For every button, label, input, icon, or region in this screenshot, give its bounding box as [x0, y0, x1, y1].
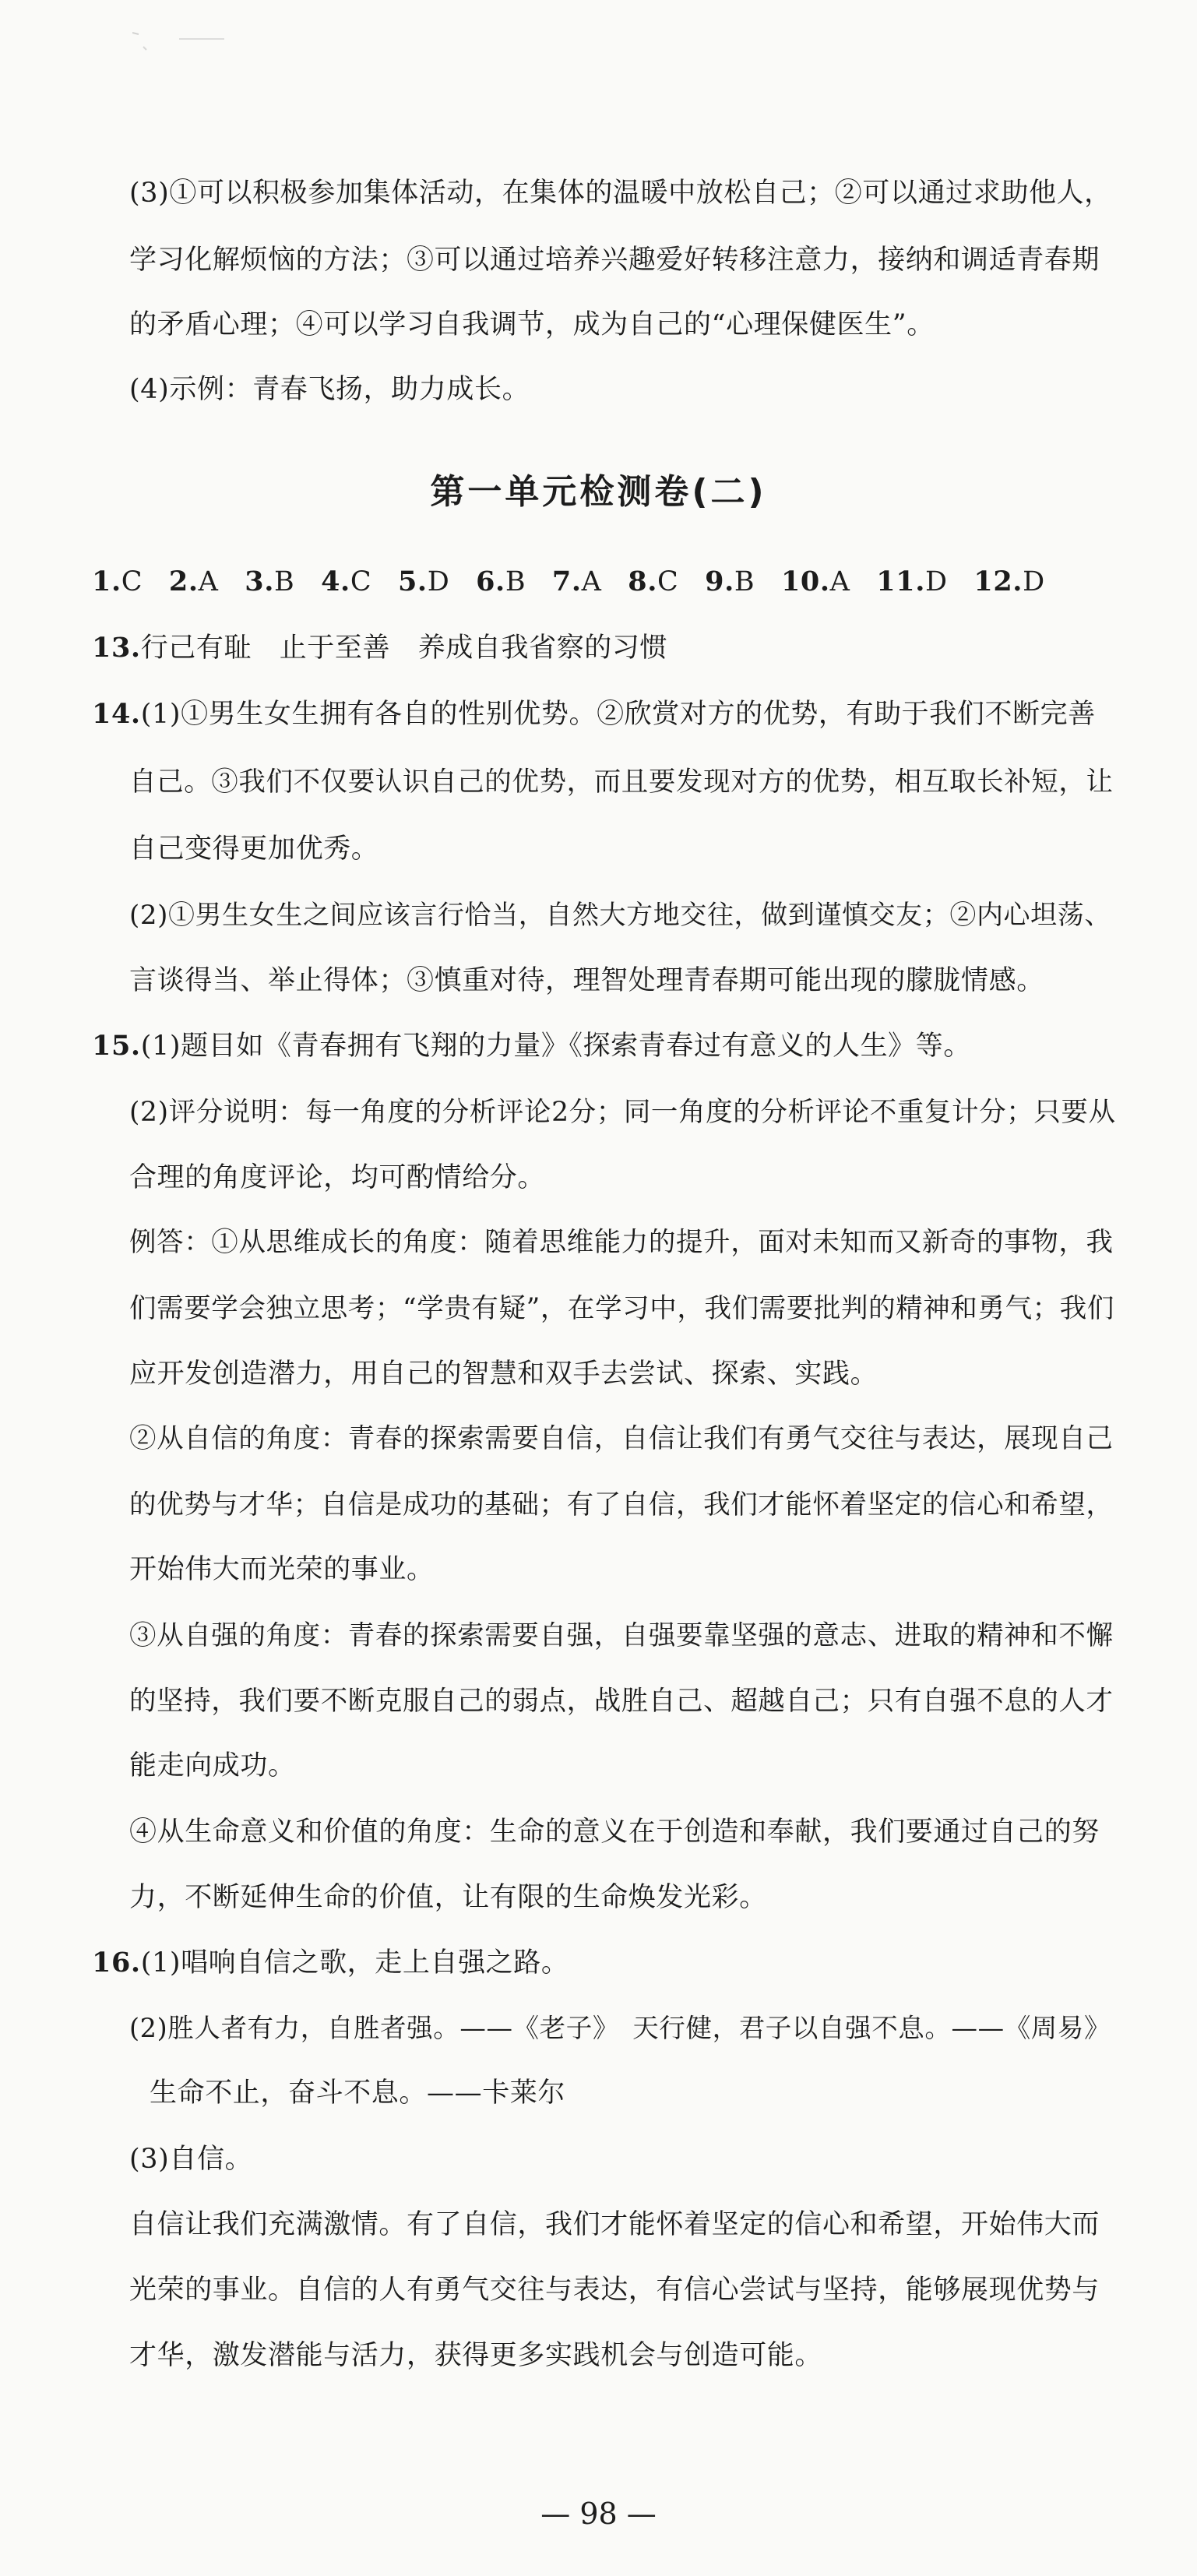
text-line: (3)自信。 — [129, 2144, 253, 2175]
answer-item: 12.D — [973, 566, 1045, 597]
text-line: (2)①男生女生之间应该言行恰当，自然大方地交往，做到谨慎交友；②内心坦荡、 — [129, 900, 1111, 931]
text-line: 的坚持，我们要不断克服自己的弱点，战胜自己、超越自己；只有自强不息的人才 — [129, 1686, 1114, 1717]
page-number: — 98 — — [540, 2497, 657, 2531]
question-15 — [92, 1029, 971, 1063]
question-13 — [92, 631, 667, 665]
answer-item: 1.C — [92, 566, 143, 597]
text-line: 言谈得当、举止得体；③慎重对待，理智处理青春期可能出现的朦胧情感。 — [129, 965, 1044, 996]
text-line: 开始伟大而光荣的事业。 — [129, 1554, 435, 1585]
answer-item: 6.B — [476, 566, 526, 597]
answer-item: 11.D — [876, 566, 948, 597]
section-title: 第一单元检测卷(二) — [430, 472, 767, 512]
text-line: (4)示例：青春飞扬，助力成长。 — [129, 374, 530, 405]
question-16 — [92, 1946, 569, 1980]
answer-item: 8.C — [628, 566, 679, 597]
answer-item: 3.B — [245, 566, 295, 597]
text-line: ②从自信的角度：青春的探索需要自信，自信让我们有勇气交往与表达，展现自己 — [129, 1423, 1114, 1454]
question-number: 13. — [92, 632, 141, 664]
text-line: 能走向成功。 — [129, 1750, 296, 1781]
question-number: 16. — [92, 1947, 141, 1979]
answer-text: (1)①男生女生拥有各自的性别优势。②欣赏对方的优势，有助于我们不断完善 — [140, 699, 1096, 730]
answer-item: 7.A — [551, 566, 602, 597]
text-line: 光荣的事业。自信的人有勇气交往与表达，有信心尝试与坚持，能够展现优势与 — [129, 2275, 1100, 2306]
scan-smudge — [132, 16, 226, 62]
answer-item: 5.D — [397, 566, 450, 597]
answer-text: 行己有耻 止于至善 养成自我省察的习惯 — [140, 633, 668, 664]
text-line: 自信让我们充满激情。有了自信，我们才能怀着坚定的信心和希望，开始伟大而 — [129, 2209, 1100, 2240]
text-line: 的矛盾心理；④可以学习自我调节，成为自己的“心理保健医生”。 — [129, 309, 935, 340]
answer-row — [92, 565, 1045, 599]
question-number: 15. — [92, 1030, 141, 1062]
text-line: 例答：①从思维成长的角度：随着思维能力的提升，面对未知而又新奇的事物，我 — [129, 1227, 1114, 1258]
text-line: (2)胜人者有力，自胜者强。——《老子》 天行健，君子以自强不息。——《周易》 — [129, 2013, 1111, 2043]
text-line: 力，不断延伸生命的价值，让有限的生命焕发光彩。 — [129, 1882, 767, 1913]
text-line: 自己变得更加优秀。 — [129, 833, 379, 865]
question-14 — [92, 697, 1096, 731]
text-line: 学习化解烦恼的方法；③可以通过培养兴趣爱好转移注意力，接纳和调适青春期 — [129, 245, 1100, 276]
text-line: 合理的角度评论，均可酌情给分。 — [129, 1162, 546, 1193]
text-line: (3)①可以积极参加集体活动，在集体的温暖中放松自己；②可以通过求助他人， — [129, 178, 1112, 209]
text-line: ④从生命意义和价值的角度：生命的意义在于创造和奉献，我们要通过自己的努 — [129, 1817, 1100, 1848]
text-line: 才华，激发潜能与活力，获得更多实践机会与创造可能。 — [129, 2340, 823, 2371]
text-line: 应开发创造潜力，用自己的智慧和双手去尝试、探索、实践。 — [129, 1358, 878, 1390]
text-line: ③从自强的角度：青春的探索需要自强，自强要靠坚强的意志、进取的精神和不懈 — [129, 1620, 1114, 1651]
answer-item: 2.A — [168, 566, 219, 597]
text-line: 们需要学会独立思考；“学贵有疑”，在学习中，我们需要批判的精神和勇气；我们 — [129, 1293, 1114, 1324]
text-line: 自己。③我们不仅要认识自己的优势，而且要发现对方的优势，相互取长补短，让 — [129, 766, 1114, 798]
answer-text: (1)唱响自信之歌，走上自强之路。 — [140, 1947, 569, 1979]
text-line: (2)评分说明：每一角度的分析评论2分；同一角度的分析评论不重复计分；只要从 — [129, 1097, 1116, 1128]
answer-item: 10.A — [780, 566, 850, 597]
answer-text: (1)题目如《青春拥有飞翔的力量》《探索青春过有意义的人生》等。 — [140, 1031, 971, 1062]
text-line: 生命不止，奋斗不息。——卡莱尔 — [150, 2077, 566, 2109]
question-number: 14. — [92, 698, 141, 730]
answer-item: 4.C — [321, 566, 372, 597]
text-line: 的优势与才华；自信是成功的基础；有了自信，我们才能怀着坚定的信心和希望， — [129, 1489, 1114, 1521]
answer-item: 9.B — [705, 566, 755, 597]
